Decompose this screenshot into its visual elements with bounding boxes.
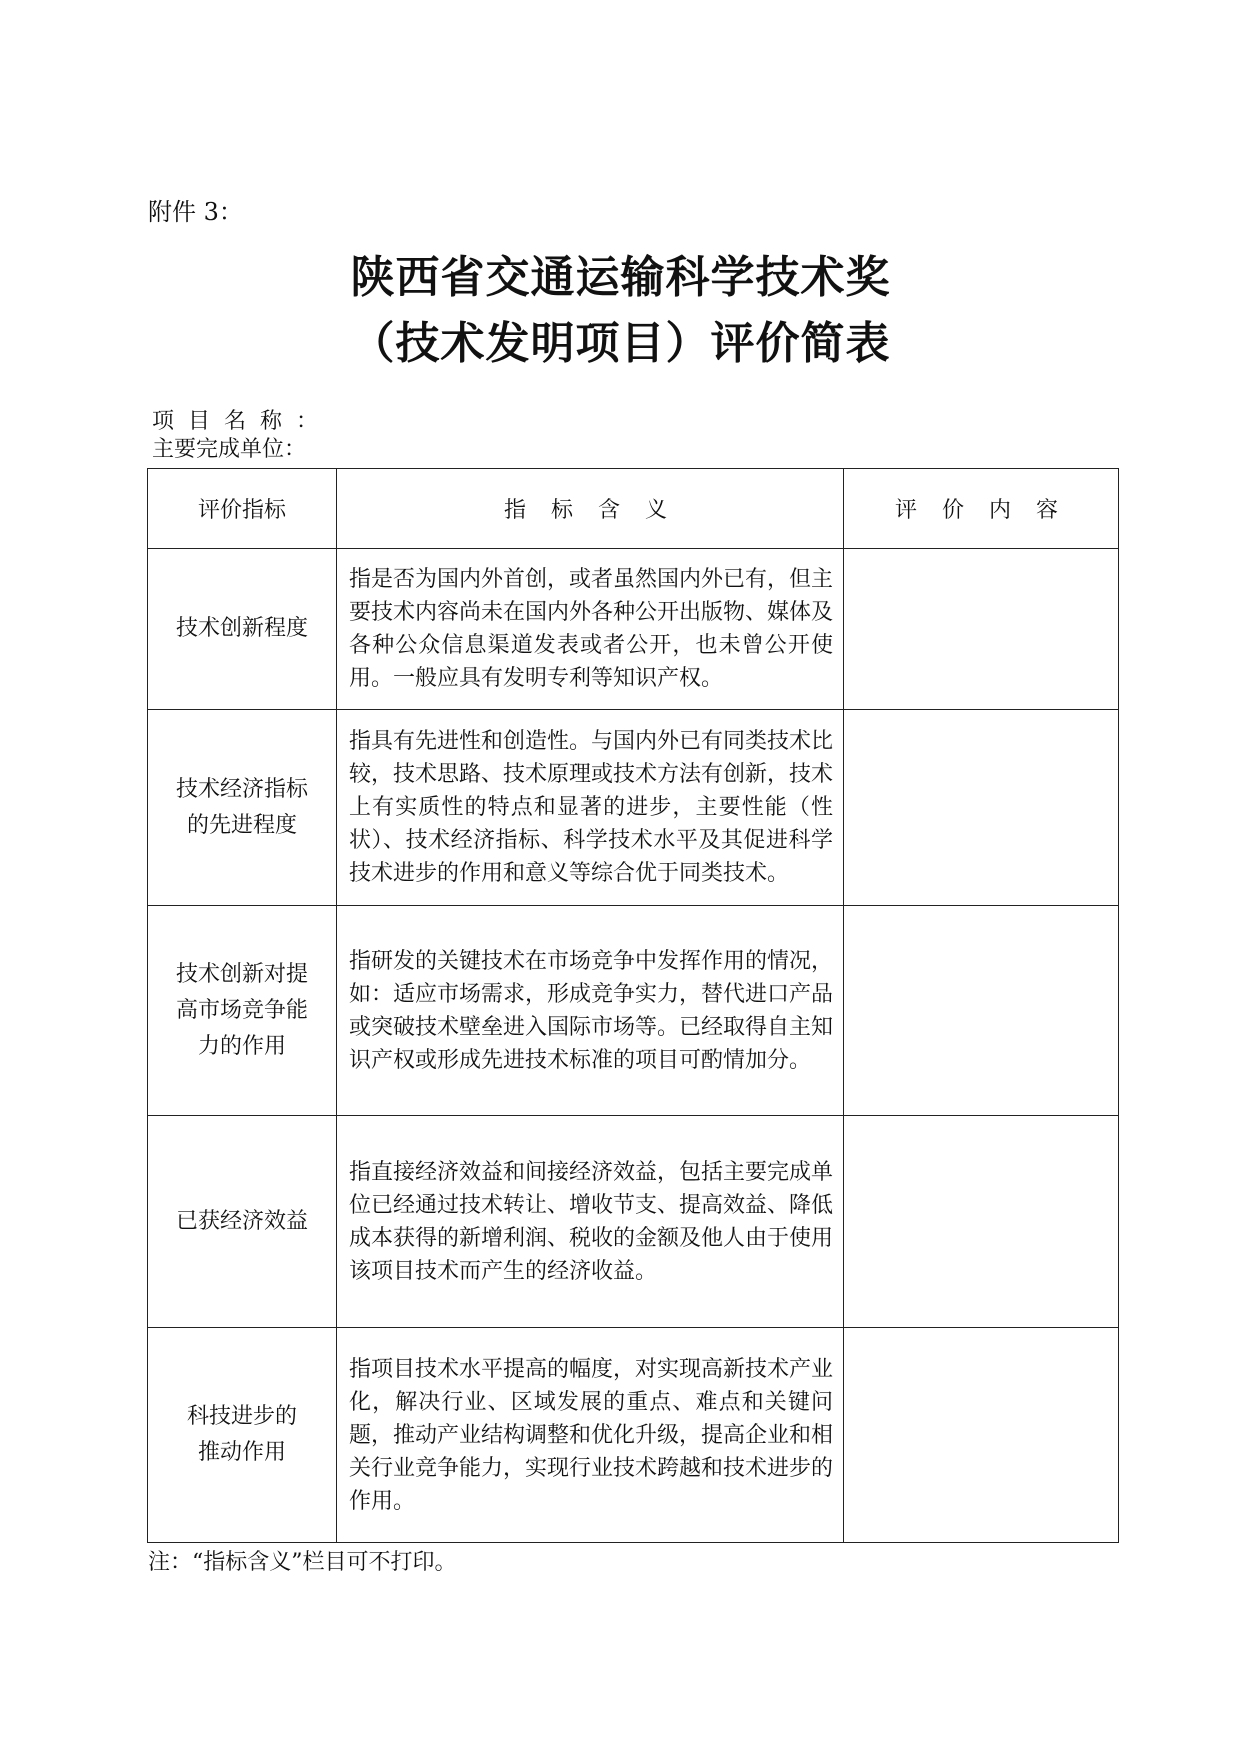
- meaning-cell: 指具有先进性和创造性。与国内外已有同类技术比较，技术思路、技术原理或技术方法有创新，技术上有实质性的特点和显著的进步，主要性能（性状）、技术经济指标、科学技术水平及其促进科学技术进步的作用和意义等综合优于同类技术。: [337, 710, 844, 906]
- evaluation-cell[interactable]: [844, 710, 1119, 906]
- evaluation-cell[interactable]: [844, 1116, 1119, 1328]
- indicator-cell: [148, 906, 337, 1116]
- header-indicator: 评价指标: [148, 469, 337, 549]
- indicator-text: 推动作用: [197, 1440, 286, 1465]
- evaluation-cell[interactable]: [844, 1328, 1119, 1543]
- table-row: [148, 906, 1119, 1116]
- main-unit-label: 主要完成单位：: [152, 437, 307, 462]
- meaning-cell: 指直接经济效益和间接经济效益，包括主要完成单位已经通过技术转让、增收节支、提高效益、降低成本获得的新增利润、税收的金额及他人由于使用该项目技术而产生的经济收益。: [337, 1116, 844, 1328]
- indicator-text: 的先进程度: [186, 812, 297, 838]
- footnote: 注：“指标含义”栏目可不打印。: [148, 1550, 457, 1575]
- attachment-label: 附件 3：: [148, 198, 243, 226]
- table-row: [148, 549, 1119, 710]
- meaning-cell: 指项目技术水平提高的幅度，对实现高新技术产业化，解决行业、区域发展的重点、难点和关键问题，推动产业结构调整和优化升级，提高企业和相关行业竞争能力，实现行业技术跨越和技术进步的作用。: [337, 1328, 844, 1543]
- header-meaning: 指 标 含 义: [337, 469, 844, 549]
- project-name-label: 项目名称：: [152, 409, 333, 434]
- indicator-text: 科技进步的: [186, 1404, 297, 1429]
- header-evaluation: 评 价 内 容: [844, 469, 1119, 549]
- document-title-line-2: （技术发明项目）评价简表: [350, 318, 891, 369]
- indicator-cell: [148, 1116, 337, 1328]
- meaning-cell: 指是否为国内外首创，或者虽然国内外已有，但主要技术内容尚未在国内外各种公开出版物、媒体及各种公众信息渠道发表或者公开，也未曾公开使用。一般应具有发明专利等知识产权。: [337, 549, 844, 710]
- indicator-cell: [148, 1328, 337, 1543]
- evaluation-table: [147, 468, 1119, 1543]
- indicator-text: 已获经济效益: [175, 1208, 308, 1234]
- indicator-text: 技术创新对提: [175, 961, 308, 987]
- indicator-text: 高市场竞争能: [175, 997, 308, 1023]
- indicator-cell: [148, 710, 337, 906]
- evaluation-cell[interactable]: [844, 549, 1119, 710]
- indicator-cell: [148, 549, 337, 710]
- indicator-text: 技术创新程度: [175, 616, 308, 641]
- meaning-cell: 指研发的关键技术在市场竞争中发挥作用的情况，如：适应市场需求，形成竞争实力，替代进口产品或突破技术壁垒进入国际市场等。已经取得自主知识产权或形成先进技术标准的项目可酌情加分。: [337, 906, 844, 1116]
- table-row: [148, 1328, 1119, 1543]
- indicator-text: 力的作用: [197, 1033, 286, 1059]
- evaluation-cell[interactable]: [844, 906, 1119, 1116]
- table-header-row: [148, 469, 1119, 549]
- document-title-line-1: 陕西省交通运输科学技术奖: [350, 252, 891, 303]
- table-row: [148, 1116, 1119, 1328]
- table-row: [148, 710, 1119, 906]
- indicator-text: 技术经济指标: [175, 776, 308, 802]
